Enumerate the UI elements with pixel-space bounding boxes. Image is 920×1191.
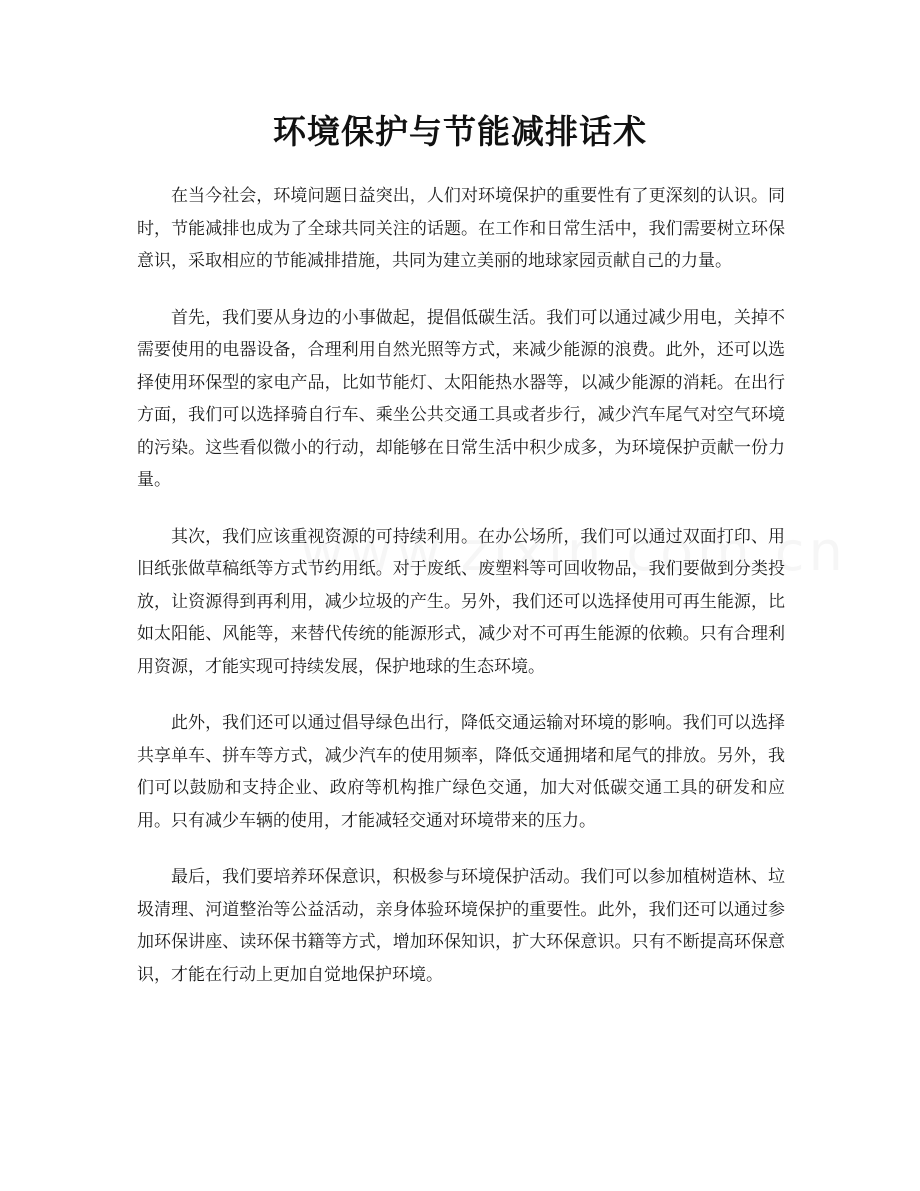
paragraph-2: 首先，我们要从身边的小事做起，提倡低碳生活。我们可以通过减少用电，关掉不需要使用的电器设备，合理利用自然光照等方式，来减少能源的浪费。此外，还可以选择使用环保型的家电产品，比如节能灯、太阳能热水器等，以减少能源的消耗。在出行方面，我们可以选择骑自行车、乘坐公共交通工具或者步行，减少汽车尾气对空气环境的污染。这些看似微小的行动，却能够在日常生活中积少成多，为环境保护贡献一份力量。: [137, 307, 785, 490]
paragraph-3: 其次，我们应该重视资源的可持续利用。在办公场所，我们可以通过双面打印、用旧纸张做草稿纸等方式节约用纸。对于废纸、废塑料等可回收物品，我们要做到分类投放，让资源得到再利用，减少垃圾的产生。另外，我们还可以选择使用可再生能源，比如太阳能、风能等，来替代传统的能源形式，减少对不可再生能源的依赖。只有合理利用资源，才能实现可持续发展，保护地球的生态环境。: [137, 526, 785, 677]
document-title: 环境保护与节能减排话术: [273, 112, 647, 151]
paragraph-1: 在当今社会，环境问题日益突出，人们对环境保护的重要性有了更深刻的认识。同时，节能减排也成为了全球共同关注的话题。在工作和日常生活中，我们需要树立环保意识，采取相应的节能减排措施，共同为建立美丽的地球家园贡献自己的力量。: [137, 186, 785, 271]
paragraph-5: 最后，我们要培养环保意识，积极参与环境保护活动。我们可以参加植树造林、垃圾清理、河道整治等公益活动，亲身体验环境保护的重要性。此外，我们还可以通过参加环保讲座、读环保书籍等方式，增加环保知识，扩大环保意识。只有不断提高环保意识，才能在行动上更加自觉地保护环境。: [137, 867, 785, 985]
paragraph-4: 此外，我们还可以通过倡导绿色出行，降低交通运输对环境的影响。我们可以选择共享单车、拼车等方式，减少汽车的使用频率，降低交通拥堵和尾气的排放。另外，我们可以鼓励和支持企业、政府等机构推广绿色交通，加大对低碳交通工具的研发和应用。只有减少车辆的使用，才能减轻交通对环境带来的压力。: [137, 713, 785, 831]
document-body: [137, 180, 785, 1015]
